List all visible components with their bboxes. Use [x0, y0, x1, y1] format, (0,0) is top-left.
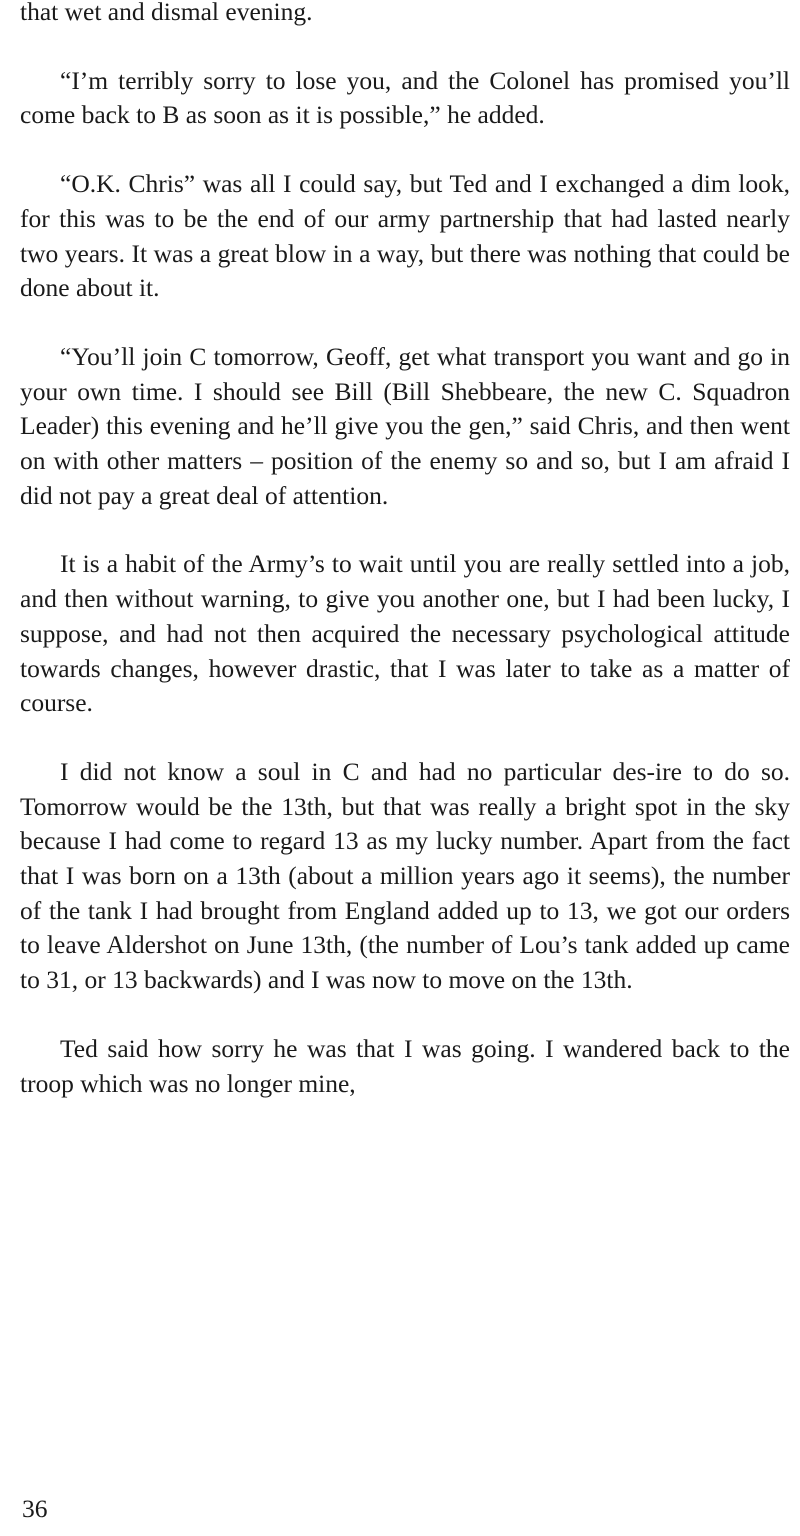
paragraph-colonel-promise: “I’m terribly sorry to lose you, and the Colonel has promised you’ll come back to B as soon as it is possible,” he added. — [20, 65, 790, 130]
page-number: 36 — [22, 1494, 48, 1523]
paragraph-lucky-thirteen: I did not know a soul in C and had no particular des-ire to do so. Tomorrow would be the 13th, but that was really a bright spot in the sky because I had come to regard 13 as my lucky number. Apart from the fact that I was born on a 13th (about a million years ago it seems), the number of the tank I had brought from England added up to 13, we got our orders to leave Aldershot on June 13th, (the number of Lou’s tank added up came to 31, or 13 backwards) and I was now to move on the 13th. — [20, 756, 790, 995]
paragraph-join-c: “You’ll join C tomorrow, Geoff, get what transport you want and go in your own time. I should see Bill (Bill Shebbeare, the new C. Squadron Leader) this evening and he’ll give you the gen,” said Chris, and then went on with other matters – position of the enemy so and so, but I am afraid I did not pay a great deal of attention. — [20, 341, 790, 510]
paragraph-army-habit: It is a habit of the Army’s to wait until you are really settled into a job, and then without warning, to give you another one, but I had been lucky, I suppose, and had not then acquired the necessary psychological attitude towards changes, however drastic, that I was later to take as a matter of course. — [20, 549, 790, 718]
paragraph-continuation: that wet and dismal evening. — [20, 0, 313, 26]
paragraph-ok-chris: “O.K. Chris” was all I could say, but Ted and I exchanged a dim look, for this was to be the end of our army partnership that had lasted nearly two years. It was a great blow in a way, but there was nothing that could be done about it. — [20, 169, 790, 303]
page-body — [20, 0, 790, 1101]
paragraph-ted-sorry: Ted said how sorry he was that I was going. I wandered back to the troop which was no longer mine, — [20, 1033, 790, 1098]
